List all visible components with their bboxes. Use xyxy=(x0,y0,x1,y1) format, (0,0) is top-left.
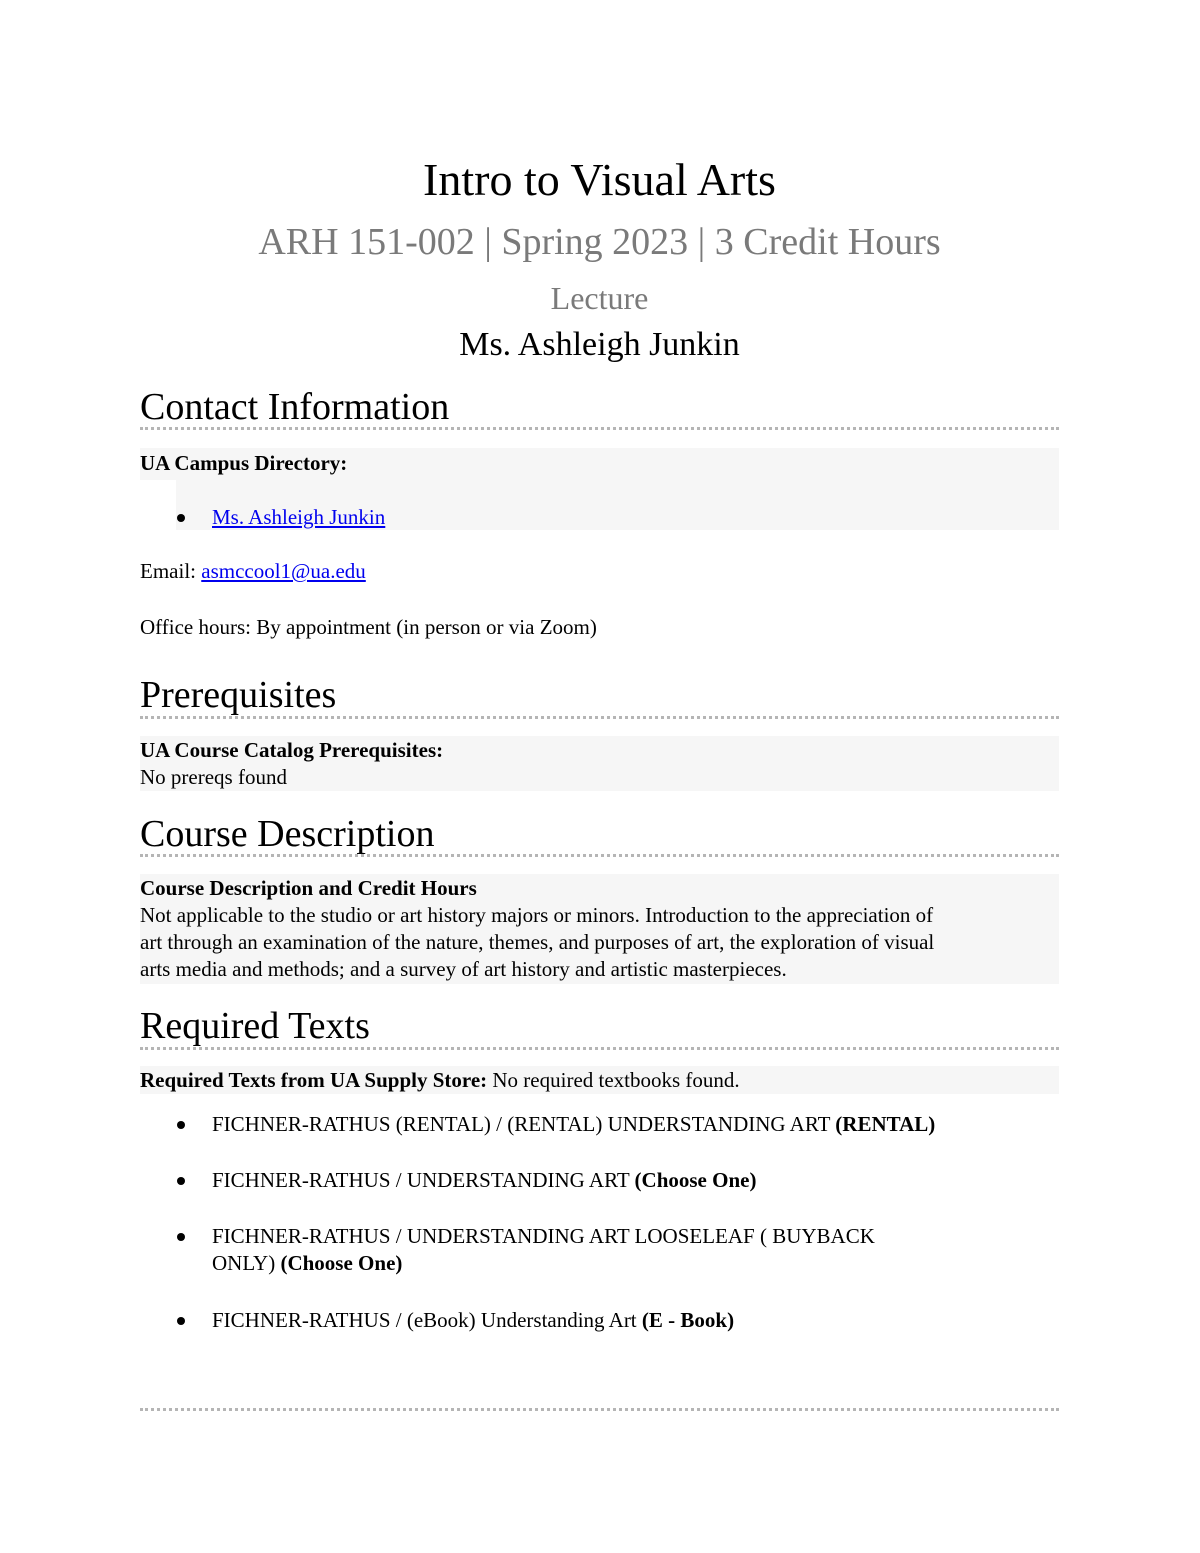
list-item-continued xyxy=(212,1250,992,1277)
directory-label: UA Campus Directory: xyxy=(140,451,348,475)
section-divider xyxy=(140,854,1059,857)
book-tag: (RENTAL) xyxy=(835,1112,936,1136)
description-line: arts media and methods; and a survey of art history and artistic masterpieces. xyxy=(140,957,787,981)
texts-label: Required Texts from UA Supply Store: xyxy=(140,1068,488,1092)
prerequisites-value: No prereqs found xyxy=(140,765,287,789)
section-divider xyxy=(140,1408,1059,1411)
description-line: Not applicable to the studio or art history majors or minors. Introduction to the appreciation of xyxy=(140,903,934,927)
description-label: Course Description and Credit Hours xyxy=(140,876,477,900)
instructor-directory-link[interactable]: Ms. Ashleigh Junkin xyxy=(212,505,386,529)
texts-note: No required textbooks found. xyxy=(492,1068,740,1092)
description-line: art through an examination of the nature, themes, and purposes of art, the exploration of visual xyxy=(140,930,935,954)
book-title: FICHNER-RATHUS / UNDERSTANDING ART LOOSELEAF ( BUYBACK xyxy=(212,1224,875,1248)
course-format: Lecture xyxy=(550,280,649,316)
bullet-icon xyxy=(177,514,185,522)
book-title: FICHNER-RATHUS / (eBook) Understanding Art xyxy=(212,1308,637,1332)
office-hours: Office hours: By appointment (in person or via Zoom) xyxy=(140,615,597,639)
book-title: ONLY) xyxy=(212,1251,276,1275)
list-item xyxy=(212,1167,992,1194)
course-title: Intro to Visual Arts xyxy=(423,154,776,205)
list-item xyxy=(212,1223,992,1250)
bullet-icon xyxy=(177,1317,185,1325)
email-label: Email: xyxy=(140,559,196,583)
book-tag: (E - Book) xyxy=(641,1308,735,1332)
section-divider xyxy=(140,427,1059,430)
instructor-name: Ms. Ashleigh Junkin xyxy=(459,326,740,363)
book-tag: (Choose One) xyxy=(634,1168,757,1192)
prerequisites-heading: Prerequisites xyxy=(140,674,337,716)
section-divider xyxy=(140,1047,1059,1050)
email-row xyxy=(140,558,366,585)
prerequisites-label: UA Course Catalog Prerequisites: xyxy=(140,738,444,762)
contact-heading: Contact Information xyxy=(140,386,450,428)
bullet-icon xyxy=(177,1233,185,1241)
bullet-icon xyxy=(177,1177,185,1185)
description-heading: Course Description xyxy=(140,813,435,855)
email-link[interactable]: asmccool1@ua.edu xyxy=(201,559,366,583)
bullet-icon xyxy=(177,1121,185,1129)
course-subtitle: ARH 151-002 | Spring 2023 | 3 Credit Hours xyxy=(258,221,941,263)
book-title: FICHNER-RATHUS / UNDERSTANDING ART xyxy=(212,1168,630,1192)
section-divider xyxy=(140,716,1059,719)
book-title: FICHNER-RATHUS (RENTAL) / (RENTAL) UNDERSTANDING ART xyxy=(212,1112,831,1136)
texts-label-row xyxy=(140,1067,740,1094)
list-item xyxy=(212,1307,992,1334)
book-tag: (Choose One) xyxy=(280,1251,403,1275)
texts-heading: Required Texts xyxy=(140,1005,370,1047)
list-item xyxy=(212,1111,992,1138)
